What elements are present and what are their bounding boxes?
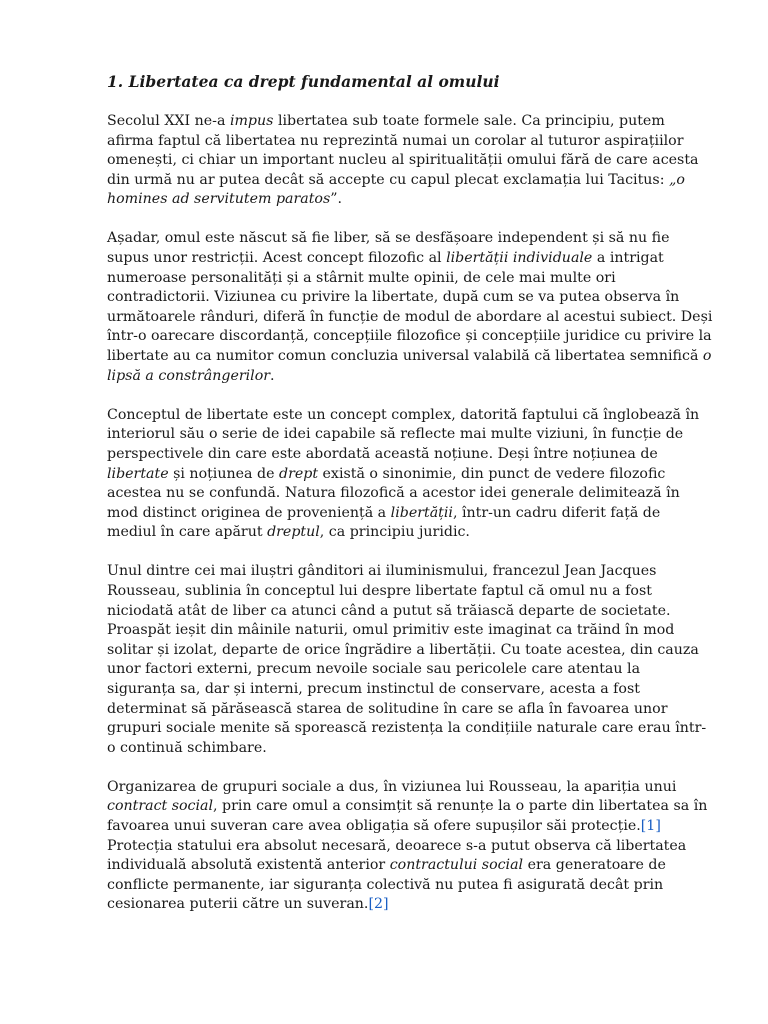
- text-run: Așadar, omul este născut să fie liber, să se desfășoare independent și să nu fie supus unor restricții. Acest concept filozofic al: [107, 230, 670, 267]
- paragraph-5: [107, 778, 713, 915]
- paragraph-3: [107, 406, 713, 543]
- text-run: Organizarea de grupuri sociale a dus, în viziunea lui Rousseau, la apariția unui: [107, 778, 677, 795]
- text-run: Protecția statului era absolut necesară, deoarece s-a putut observa că libertatea individuală absolută existentă anterior: [107, 837, 687, 874]
- italic-text: libertății individuale: [446, 250, 593, 267]
- footnote-link-2[interactable]: [2]: [368, 896, 389, 913]
- text-run: Secolul XXI ne-a: [107, 113, 230, 129]
- text-run: există o sinonimie, din punct de vedere filozofic acestea nu se confundă. Natura filozofică a acestor idei generale delimitează în mod distinct originea de proveniență a: [107, 465, 680, 521]
- italic-text: libertate: [107, 465, 169, 482]
- text-run: Conceptul de libertate este un concept complex, datorită faptului că înglobează în interiorul său o serie de idei capabile să reflecte mai multe viziuni, în funcție de perspectivele din care este abordată această noțiune. Deși între noțiunea de: [107, 406, 700, 462]
- text-run: a intrigat numeroase personalități și a stârnit multe opinii, de cele mai multe ori contradictorii. Viziunea cu privire la libertate, după cum se va putea observa în următoarele rânduri, diferă în funcție de modul de abordare al acestui subiect. Deși într-o oarecare discordanță, concepțiile filozofice și concepțiile juridice cu privire la libertate au ca numitor comun concluzia universal valabilă că libertatea semnifică: [107, 250, 713, 365]
- text-run: , într-un cadru diferit față de mediul în care apărut: [107, 504, 661, 541]
- text-run: , ca principiu juridic.: [319, 524, 470, 541]
- italic-quote: „o homines ad servitutem paratos: [107, 171, 685, 208]
- section-title: 1. Libertatea ca drept fundamental al omului: [107, 72, 500, 91]
- text-run: și noțiunea de: [168, 465, 279, 482]
- paragraph-1: [107, 112, 713, 210]
- document-page: [107, 72, 713, 934]
- text-run: libertatea sub toate formele sale. Ca principiu, putem afirma faptul că libertatea nu reprezintă numai un corolar al tuturor aspirațiilor omenești, ci chiar un important nucleu al spiritualității omului fără de care acesta din urmă nu ar putea decât să accepte cu capul plecat exclamația lui Tacitus:: [107, 113, 699, 188]
- footnote-link-1[interactable]: [1]: [640, 818, 661, 834]
- text-run: , prin care omul a consimțit să renunțe la o parte din libertatea sa în favoarea unui suveran care avea obligația să ofere supușilor săi protecție.: [107, 798, 708, 834]
- paragraph-4: [107, 562, 713, 758]
- text-run: .: [270, 367, 275, 384]
- italic-text: libertății: [390, 504, 453, 521]
- text-run: era generatoare de conflicte permanente, iar siguranța colectivă nu putea fi asigurată decât prin cesionarea puterii către un suveran.: [107, 857, 666, 913]
- italic-text: contract social: [107, 798, 214, 815]
- paragraph-2: [107, 229, 713, 386]
- italic-text: o lipsă a constrângerilor: [107, 348, 712, 384]
- italic-text: drept: [278, 465, 319, 482]
- text-run: Unul dintre cei mai iluștri gânditori ai iluminismului, francezul Jean Jacques Rousseau, sublinia în conceptul lui despre libertate faptul că omul nu a fost niciodată atât de liber ca atunci când a putut să trăiască departe de societate. Proaspăt ieșit din mâinile naturii, omul primitiv este imaginat ca trăind în mod solitar și izolat, departe de orice îngrădire a libertății. Cu toate acestea, din cauza unor factori externi, precum nevoile sociale sau pericolele care atentau la siguranța sa, dar și interni, precum instinctul de conservare, acesta a fost determinat să părăsească starea de solitudine în care se afla în favoarea unor grupuri sociale menite să sporească rezistența la condițiile naturale care erau într-o continuă schimbare.: [107, 563, 707, 756]
- italic-text: dreptul: [267, 524, 320, 541]
- italic-text: impus: [229, 113, 274, 129]
- italic-text: contractului social: [389, 857, 524, 874]
- text-run: ”.: [330, 191, 343, 208]
